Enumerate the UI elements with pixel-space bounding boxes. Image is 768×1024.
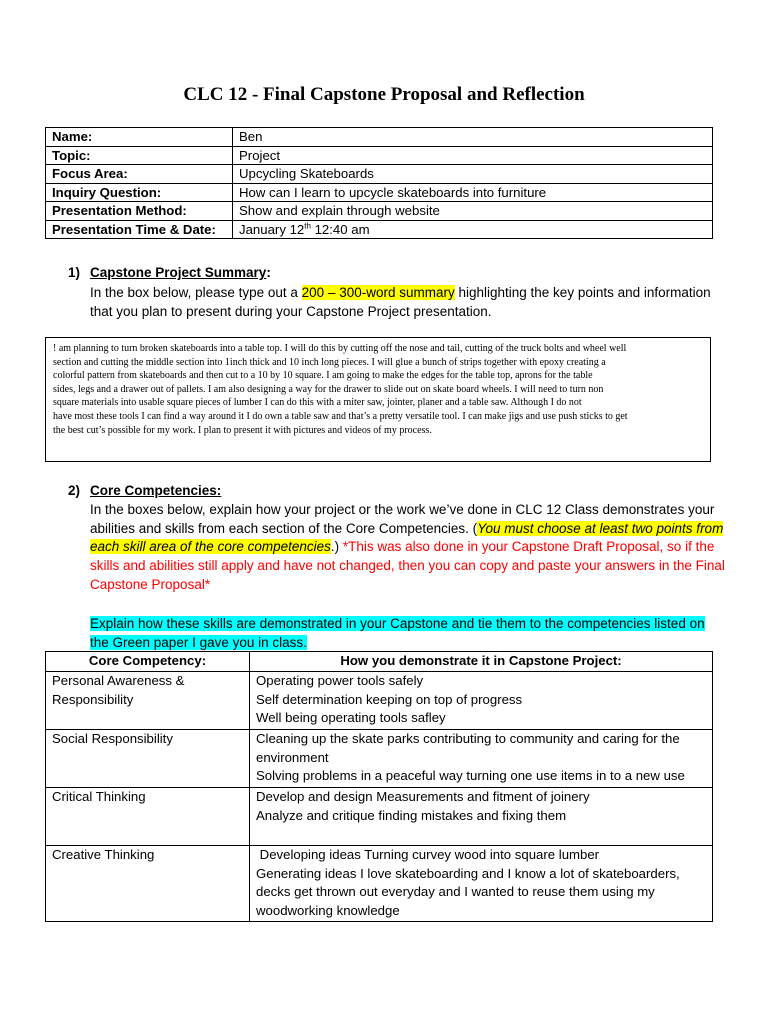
info-value: Ben [233, 128, 713, 147]
instruction-text: .) [330, 539, 343, 555]
info-table [45, 127, 713, 239]
section-title-colon: : [266, 265, 271, 280]
red-note: *This was also done in your Capstone Draft Proposal, so if the skills and abilities still apply and have not changed, then you can copy and paste your answers in the Final Capstone Proposal* [90, 539, 725, 592]
description-line: Well being operating tools safley [256, 710, 446, 726]
summary-line: sides, legs and a drawer out of pallets. I am also designing a way for the drawer to slide out on skate board wheels. I will need to turn non [53, 383, 604, 395]
description-line: Generating ideas I love skateboarding and I know a lot of skateboarders, decks get thrown out everyday and I wanted to reuse them using my woodworking knowledge [256, 865, 680, 919]
section-1-instructions [90, 284, 726, 321]
info-row-focus-area [46, 165, 713, 184]
cyan-note [90, 615, 722, 652]
info-row-presentation-time [46, 220, 713, 239]
time-text: 12:40 am [310, 221, 370, 237]
competency-name: Social Responsibility [46, 730, 250, 788]
description-line: Developing ideas Turning curvey wood into square lumber [256, 847, 600, 862]
competency-name: Creative Thinking [46, 846, 250, 922]
info-label: Presentation Time & Date: [46, 220, 233, 239]
summary-box [45, 337, 711, 462]
competency-description [250, 672, 713, 730]
description-line: Self determination keeping on top of progress [256, 691, 523, 707]
info-label: Presentation Method: [46, 202, 233, 221]
description-line: Analyze and critique finding mistakes and fixing them [256, 807, 567, 823]
description-line: Cleaning up the skate parks contributing to community and caring for the environment [256, 731, 680, 765]
section-number: 2) [68, 483, 81, 498]
competency-row [46, 730, 713, 788]
summary-line: square materials into usable square pieces of lumber I can do this with a miter saw, jointer, planer and a table saw. Although I do not [53, 397, 582, 409]
instruction-text: In the box below, please type out a [90, 285, 302, 300]
info-row-name [46, 128, 713, 147]
info-label: Focus Area: [46, 165, 233, 184]
cyan-highlight: Explain how these skills are demonstrated in your Capstone and tie them to the competencies listed on the Green paper I gave you in class. [90, 616, 705, 650]
competency-description [250, 788, 713, 846]
date-text: January 12 [239, 221, 305, 237]
info-value: Project [233, 146, 713, 165]
section-number: 1) [68, 265, 81, 280]
competency-name: Critical Thinking [46, 788, 250, 846]
summary-line: have most these tools I can find a way around it I do own a table saw and that’s a pretty versatile tool. I can make jigs and use push sticks to get [53, 410, 628, 422]
competency-row [46, 672, 713, 730]
column-header: How you demonstrate it in Capstone Project: [250, 652, 713, 672]
info-row-topic [46, 146, 713, 165]
summary-line: the best cut’s possible for my work. I plan to present it with pictures and videos of my process. [53, 424, 432, 436]
info-value [233, 220, 713, 239]
document-title: CLC 12 - Final Capstone Proposal and Reflection [183, 84, 585, 105]
section-1-heading [68, 265, 271, 280]
description-line: Operating power tools safely [256, 673, 424, 688]
competency-header-row [46, 652, 713, 672]
instruction-text: In the boxes below, explain how your project or the work we’ve done in CLC 12 Class demonstrates your abilities and skills from each section of the Core Competencies. ( [90, 502, 715, 536]
info-row-inquiry-question [46, 183, 713, 202]
competency-row [46, 846, 713, 922]
competency-row [46, 788, 713, 846]
info-label: Name: [46, 128, 233, 147]
summary-line: ! am planning to turn broken skateboards into a table top. I will do this by cutting off the nose and tail, cutting of the truck bolts and wheel well [53, 343, 627, 354]
section-2-heading [68, 483, 221, 498]
info-value: Upcycling Skateboards [233, 165, 713, 184]
section-title: Core Competencies: [90, 483, 222, 498]
summary-line: colorful pattern from skateboards and then cut to a 10 by 10 square. I am going to make the edges for the table top, aprons for the table [53, 370, 593, 382]
info-label: Topic: [46, 146, 233, 165]
date-ordinal: th [304, 221, 311, 231]
summary-line: section and cutting the middle section into 1inch thick and 10 inch long pieces. I will glue a bunch of strips together with epoxy creating a [53, 356, 606, 368]
instruction-text: highlighting the key points and information that you plan to present during your Capstone Project presentation. [90, 285, 711, 319]
requirement-highlight: You must choose at least two points from each skill area of the core competencies [90, 520, 724, 555]
competency-description [250, 730, 713, 788]
description-line: Develop and design Measurements and fitment of joinery [256, 789, 590, 804]
description-line: Solving problems in a peaceful way turning one use items in to a new use [256, 768, 685, 784]
column-header: Core Competency: [46, 652, 250, 672]
info-value: How can I learn to upcycle skateboards into furniture [233, 183, 713, 202]
word-count-highlight: 200 – 300-word summary [301, 285, 455, 300]
info-label: Inquiry Question: [46, 183, 233, 202]
info-value: Show and explain through website [233, 202, 713, 221]
competency-name: Personal Awareness & Responsibility [46, 672, 250, 730]
section-2-instructions [90, 501, 726, 595]
competency-description [250, 846, 713, 922]
competency-table [45, 651, 713, 922]
info-row-presentation-method [46, 202, 713, 221]
section-title: Capstone Project Summary [90, 265, 267, 280]
